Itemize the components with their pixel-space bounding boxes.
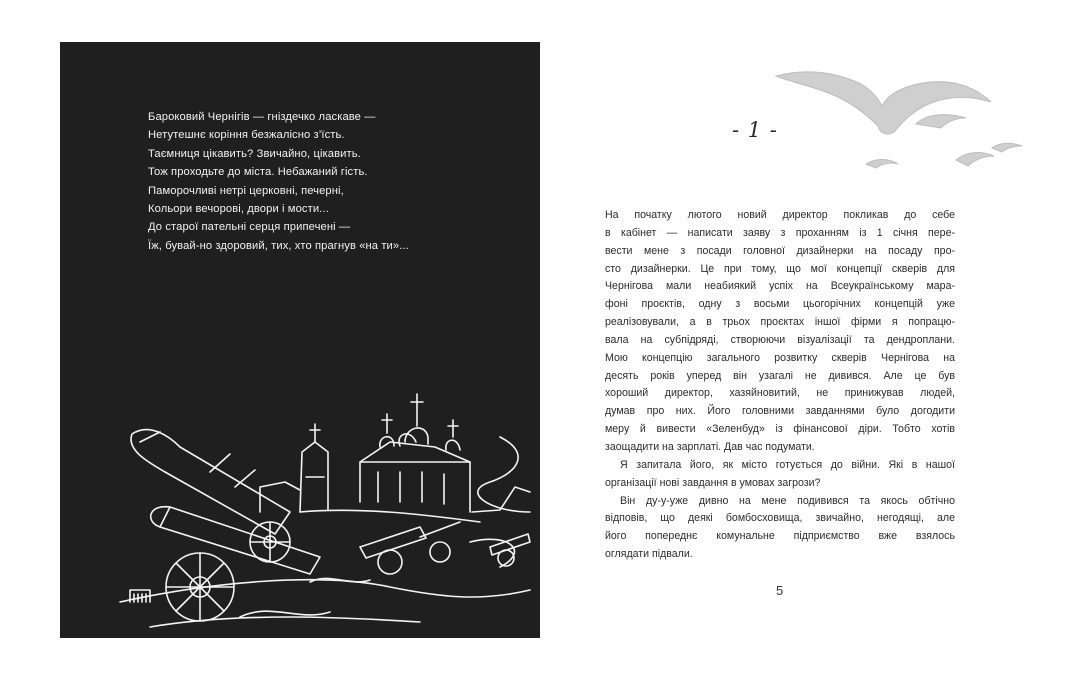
text-line: десять років уперед він узагалі не дивився. Але це був [605,369,955,382]
text-line: вала на субпідряді, створюючи візуалізації та дендроплани. [605,333,955,346]
poem-line: Таємниця цікавить? Звичайно, цікавить. [148,147,361,160]
text-line: організації нові завдання в умовах загрози? [605,476,821,489]
text-line: Я запитала його, як місто готується до війни. Які в нашої [620,458,955,471]
text-line: Чернігова мали неабиякий успіх на Всеукраїнському мара- [605,280,955,293]
text-line: Мою концепцію загального розвитку скверів Чернігова на [605,351,955,364]
text-line: оглядати підвали. [605,548,693,561]
poem-line: Тож проходьте до міста. Небажаний гість. [148,166,368,179]
paragraph [605,493,955,564]
text-line: його попереднє комунальне підприємство вже взялось [605,530,955,543]
text-line: відповів, що деякі бомбосховища, звичайно, негодящі, але [605,512,955,525]
page-number: 5 [776,583,784,598]
text-line: вести мене з посади головної дизайнерки на посаду про- [605,244,955,257]
text-line: фоні проєктів, одну з восьми цьогорічних концепцій уже [605,298,955,311]
chapter-number: - 1 - [732,118,778,142]
paragraph [605,207,955,457]
poem-line: Їж, бувай-но здоровий, тих, хто прагнув «на ти»... [148,239,409,252]
flying-birds-icon [766,54,1026,174]
poem-line: Бароковий Чернігів — гніздечко ласкаве — [148,111,376,123]
text-line: в кабінет — написати заяву з проханням із 1 січня пере- [605,226,955,239]
poem-line: Паморочливі нетрі церковні, печерні, [148,184,344,197]
text-line: меру й вивести «Зеленбуд» із фінансової діри. Тобто хотів [605,423,955,436]
poem-line: Кольори вечорові, двори і мости... [148,203,329,216]
text-line: думав про них. Його головними завданнями було догодити [605,405,955,418]
left-page-illustration [60,42,540,638]
poem-line: До старої пательні серця припечені — [148,221,351,234]
text-line: хороший директор, хазяйновитий, не принижував людей, [605,387,955,400]
text-line: сто дизайнерки. Це при тому, що мої концепції скверів для [605,262,955,275]
chapter-body [605,207,955,564]
paragraph [605,457,955,493]
poem-line: Нетутешнє коріння безжалісно з’їсть. [148,129,345,142]
text-line: заощадити на зарплаті. Дав час подумати. [605,440,815,453]
poem [148,108,409,255]
right-page-text [556,42,1026,638]
text-line: Він ду-у-уже дивно на мене подивився та якось обтічно [620,494,955,507]
text-line: На початку лютого новий директор покликав до себе [605,209,955,221]
text-line: реалізовували, а в трьох проєктах іншої фірми я попрацю- [605,316,955,329]
